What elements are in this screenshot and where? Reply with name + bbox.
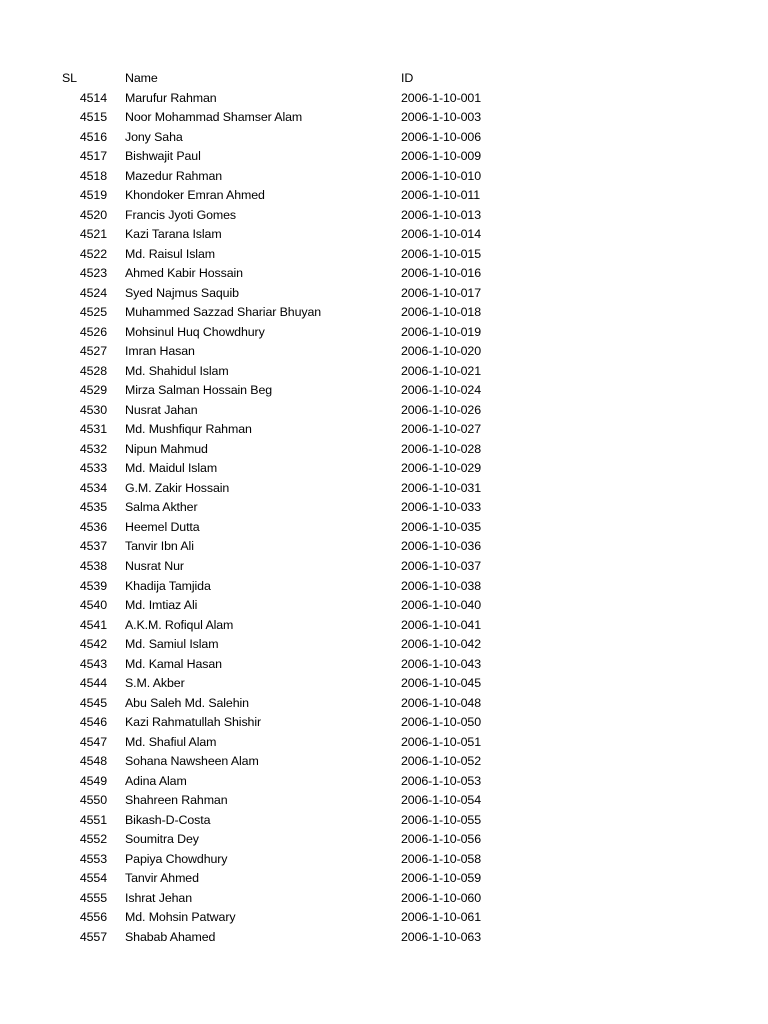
table-row	[0, 303, 768, 322]
row-sl: 4527	[79, 344, 107, 359]
row-sl: 4555	[79, 890, 107, 905]
row-id: 2006-1-10-020	[401, 344, 481, 359]
row-name: Md. Kamal Hasan	[125, 656, 222, 671]
row-id: 2006-1-10-048	[401, 695, 481, 710]
row-id: 2006-1-10-052	[401, 754, 481, 769]
row-name: Nipun Mahmud	[125, 441, 208, 456]
row-name: A.K.M. Rofiqul Alam	[125, 617, 234, 632]
row-sl: 4549	[79, 773, 107, 788]
table-row	[0, 537, 768, 556]
row-sl: 4538	[79, 558, 107, 573]
row-name: Bishwajit Paul	[125, 149, 201, 164]
table-row	[0, 401, 768, 420]
row-name: Md. Maidul Islam	[125, 461, 218, 476]
row-name: Tanvir Ahmed	[125, 871, 199, 886]
row-id: 2006-1-10-043	[401, 656, 481, 671]
table-row	[0, 850, 768, 869]
table-row	[0, 635, 768, 654]
table-row	[0, 772, 768, 791]
row-sl: 4518	[79, 168, 107, 183]
table-row	[0, 186, 768, 205]
row-sl: 4535	[79, 500, 107, 515]
row-sl: 4546	[79, 715, 107, 730]
table-row	[0, 108, 768, 127]
row-id: 2006-1-10-010	[401, 168, 481, 183]
row-sl: 4516	[79, 129, 107, 144]
row-sl: 4530	[79, 402, 107, 417]
table-row	[0, 889, 768, 908]
row-name: Mirza Salman Hossain Beg	[125, 383, 273, 398]
table-row	[0, 323, 768, 342]
row-name: Soumitra Dey	[125, 832, 199, 847]
row-id: 2006-1-10-054	[401, 793, 481, 808]
table-row	[0, 733, 768, 752]
table-row	[0, 830, 768, 849]
row-id: 2006-1-10-006	[401, 129, 481, 144]
table-row	[0, 518, 768, 537]
table-row	[0, 596, 768, 615]
row-name: Shahreen Rahman	[125, 793, 228, 808]
row-sl: 4517	[79, 149, 107, 164]
table-row	[0, 908, 768, 927]
table-row	[0, 616, 768, 635]
row-sl: 4523	[79, 266, 107, 281]
row-sl: 4557	[79, 929, 107, 944]
row-id: 2006-1-10-027	[401, 422, 481, 437]
row-name: Md. Imtiaz Ali	[125, 598, 198, 613]
row-id: 2006-1-10-021	[401, 363, 481, 378]
row-name: G.M. Zakir Hossain	[125, 480, 230, 495]
header-sl: SL	[62, 71, 77, 85]
row-id: 2006-1-10-042	[401, 637, 481, 652]
table-row	[0, 245, 768, 264]
table-row	[0, 928, 768, 947]
row-sl: 4532	[79, 441, 107, 456]
row-sl: 4553	[79, 851, 107, 866]
row-sl: 4545	[79, 695, 107, 710]
row-name: Heemel Dutta	[125, 519, 200, 534]
row-id: 2006-1-10-060	[401, 890, 481, 905]
row-sl: 4556	[79, 910, 107, 925]
row-sl: 4554	[79, 871, 107, 886]
row-id: 2006-1-10-055	[401, 812, 481, 827]
row-name: Tanvir Ibn Ali	[125, 539, 194, 554]
row-id: 2006-1-10-059	[401, 871, 481, 886]
row-sl: 4525	[79, 305, 107, 320]
row-sl: 4539	[79, 578, 107, 593]
row-sl: 4524	[79, 285, 107, 300]
row-name: Noor Mohammad Shamser Alam	[125, 110, 303, 125]
row-name: Mohsinul Huq Chowdhury	[125, 324, 265, 339]
row-name: Marufur Rahman	[125, 90, 217, 105]
row-name: Mazedur Rahman	[125, 168, 223, 183]
row-name: Ishrat Jehan	[125, 890, 192, 905]
table-row	[0, 167, 768, 186]
row-sl: 4552	[79, 832, 107, 847]
row-id: 2006-1-10-031	[401, 480, 481, 495]
row-id: 2006-1-10-053	[401, 773, 481, 788]
table-row	[0, 674, 768, 693]
table-row	[0, 713, 768, 732]
row-name: Abu Saleh Md. Salehin	[125, 695, 249, 710]
row-name: Papiya Chowdhury	[125, 851, 228, 866]
row-id: 2006-1-10-019	[401, 324, 481, 339]
table-row	[0, 284, 768, 303]
row-sl: 4551	[79, 812, 107, 827]
table-row	[0, 811, 768, 830]
table-row	[0, 147, 768, 166]
row-id: 2006-1-10-035	[401, 519, 481, 534]
row-id: 2006-1-10-051	[401, 734, 481, 749]
row-name: Muhammed Sazzad Shariar Bhuyan	[125, 305, 322, 320]
row-id: 2006-1-10-009	[401, 149, 481, 164]
row-id: 2006-1-10-017	[401, 285, 481, 300]
header-id: ID	[401, 71, 414, 85]
row-sl: 4536	[79, 519, 107, 534]
row-name: Bikash-D-Costa	[125, 812, 211, 827]
row-sl: 4522	[79, 246, 107, 261]
row-sl: 4529	[79, 383, 107, 398]
row-name: Kazi Tarana Islam	[125, 227, 222, 242]
row-id: 2006-1-10-061	[401, 910, 481, 925]
row-name: Md. Shahidul Islam	[125, 363, 229, 378]
row-sl: 4534	[79, 480, 107, 495]
row-sl: 4544	[79, 676, 107, 691]
row-name: Imran Hasan	[125, 344, 195, 359]
row-id: 2006-1-10-058	[401, 851, 481, 866]
header-name: Name	[125, 71, 158, 85]
table-row	[0, 557, 768, 576]
table-row	[0, 440, 768, 459]
row-sl: 4543	[79, 656, 107, 671]
row-id: 2006-1-10-011	[401, 188, 481, 203]
row-sl: 4540	[79, 598, 107, 613]
row-id: 2006-1-10-033	[401, 500, 481, 515]
row-name: Salma Akther	[125, 500, 198, 515]
table-header	[0, 69, 768, 88]
row-sl: 4520	[79, 207, 107, 222]
row-id: 2006-1-10-024	[401, 383, 481, 398]
row-sl: 4526	[79, 324, 107, 339]
row-sl: 4537	[79, 539, 107, 554]
row-id: 2006-1-10-040	[401, 598, 481, 613]
row-id: 2006-1-10-001	[401, 90, 481, 105]
row-name: Md. Shafiul Alam	[125, 734, 217, 749]
row-sl: 4541	[79, 617, 107, 632]
row-sl: 4521	[79, 227, 107, 242]
row-id: 2006-1-10-013	[401, 207, 481, 222]
row-name: Adina Alam	[125, 773, 187, 788]
row-id: 2006-1-10-014	[401, 227, 481, 242]
row-id: 2006-1-10-041	[401, 617, 481, 632]
table-row	[0, 577, 768, 596]
table-row	[0, 479, 768, 498]
table-row	[0, 752, 768, 771]
row-id: 2006-1-10-045	[401, 676, 481, 691]
row-sl: 4548	[79, 754, 107, 769]
table-row	[0, 459, 768, 478]
row-name: Francis Jyoti Gomes	[125, 207, 237, 222]
table-row	[0, 694, 768, 713]
row-id: 2006-1-10-003	[401, 110, 481, 125]
row-name: Md. Samiul Islam	[125, 637, 219, 652]
table-row	[0, 869, 768, 888]
row-id: 2006-1-10-028	[401, 441, 481, 456]
row-sl: 4533	[79, 461, 107, 476]
row-sl: 4542	[79, 637, 107, 652]
row-name: Jony Saha	[125, 129, 183, 144]
row-name: S.M. Akber	[125, 676, 185, 691]
row-sl: 4519	[79, 188, 107, 203]
row-id: 2006-1-10-016	[401, 266, 481, 281]
table-row	[0, 264, 768, 283]
row-name: Md. Raisul Islam	[125, 246, 215, 261]
row-id: 2006-1-10-056	[401, 832, 481, 847]
table-row	[0, 362, 768, 381]
row-name: Khondoker Emran Ahmed	[125, 188, 265, 203]
row-name: Sohana Nawsheen Alam	[125, 754, 259, 769]
row-id: 2006-1-10-038	[401, 578, 481, 593]
row-name: Md. Mushfiqur Rahman	[125, 422, 252, 437]
row-id: 2006-1-10-029	[401, 461, 481, 476]
table-row	[0, 655, 768, 674]
row-sl: 4515	[79, 110, 107, 125]
row-id: 2006-1-10-015	[401, 246, 481, 261]
row-name: Ahmed Kabir Hossain	[125, 266, 243, 281]
row-name: Syed Najmus Saquib	[125, 285, 239, 300]
table-row	[0, 128, 768, 147]
row-name: Shabab Ahamed	[125, 929, 216, 944]
row-id: 2006-1-10-018	[401, 305, 481, 320]
table-row	[0, 206, 768, 225]
row-sl: 4550	[79, 793, 107, 808]
row-name: Kazi Rahmatullah Shishir	[125, 715, 262, 730]
row-name: Khadija Tamjida	[125, 578, 211, 593]
table-row	[0, 342, 768, 361]
row-id: 2006-1-10-037	[401, 558, 481, 573]
row-id: 2006-1-10-036	[401, 539, 481, 554]
row-id: 2006-1-10-063	[401, 929, 481, 944]
row-id: 2006-1-10-026	[401, 402, 481, 417]
row-id: 2006-1-10-050	[401, 715, 481, 730]
row-sl: 4531	[79, 422, 107, 437]
row-sl: 4514	[79, 90, 107, 105]
table-row	[0, 381, 768, 400]
table-row	[0, 225, 768, 244]
table-row	[0, 498, 768, 517]
row-sl: 4528	[79, 363, 107, 378]
table-row	[0, 89, 768, 108]
row-name: Nusrat Jahan	[125, 402, 198, 417]
row-sl: 4547	[79, 734, 107, 749]
table-row	[0, 420, 768, 439]
row-name: Nusrat Nur	[125, 558, 184, 573]
table-row	[0, 791, 768, 810]
row-name: Md. Mohsin Patwary	[125, 910, 236, 925]
